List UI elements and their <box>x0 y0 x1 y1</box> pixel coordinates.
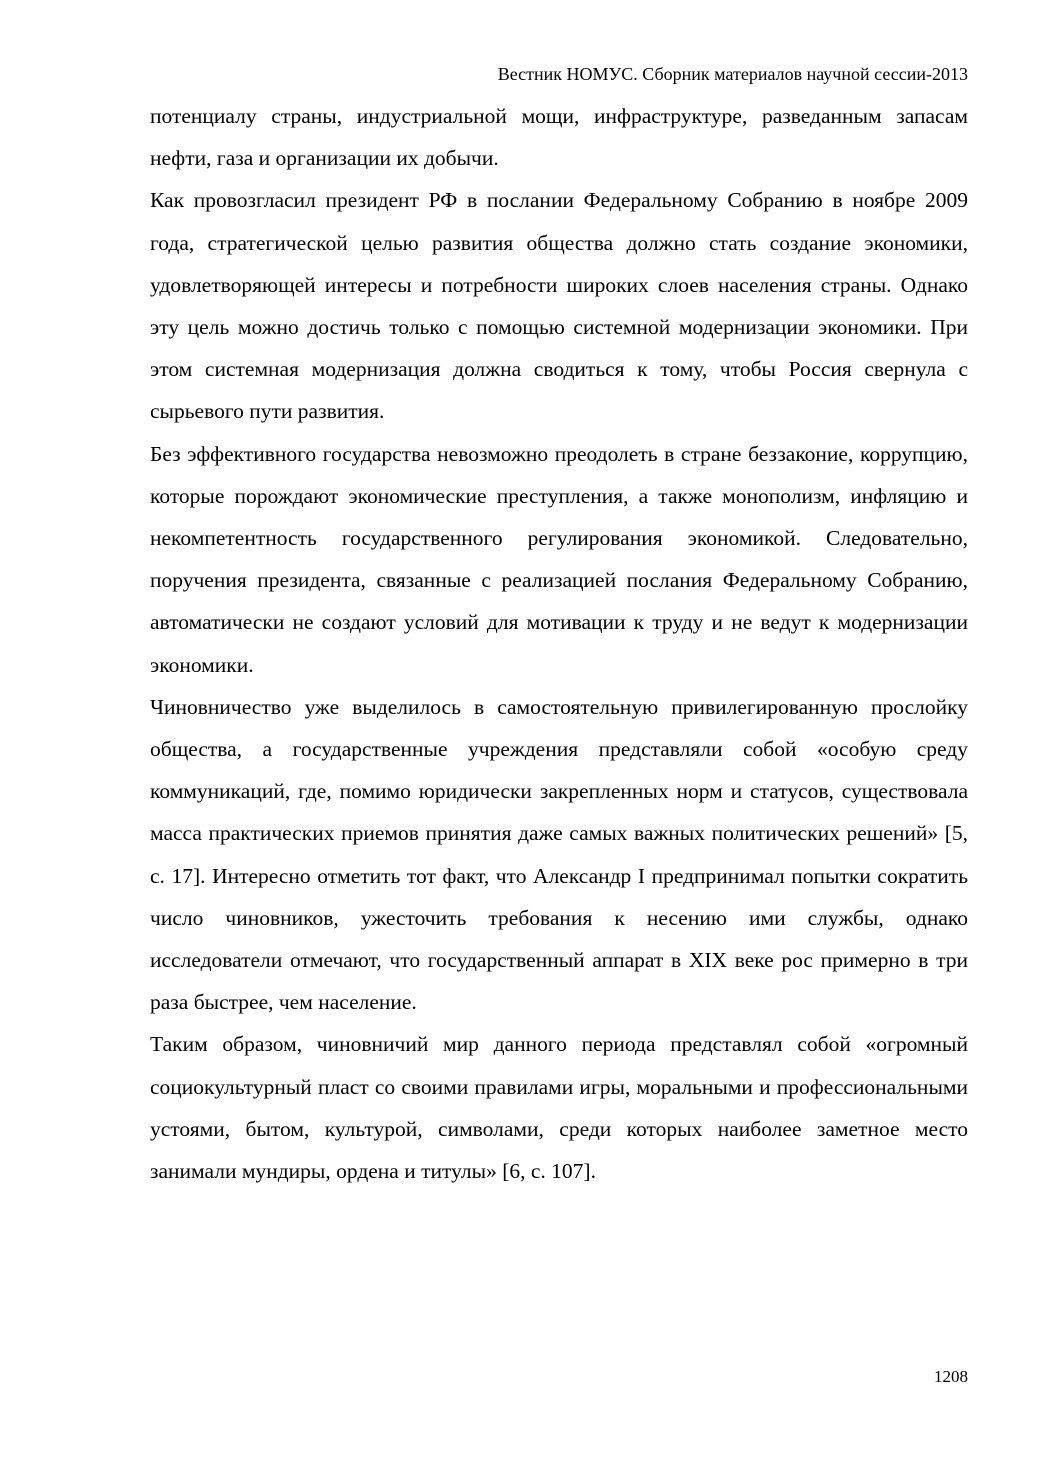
page-number: 1208 <box>934 1367 968 1386</box>
paragraph: потенциалу страны, индустриальной мощи, инфраструктуре, разведанным запасам нефти, газа и организации их добычи. <box>150 104 968 171</box>
paragraph: Таким образом, чиновничий мир данного периода представлял собой «огромный социокультурный пласт со своими правилами игры, моральными и профессиональными устоями, бытом, культурой, символами, среди которых наиболее заметное место занимали мундиры, ордена и титулы» [6, с. 107]. <box>150 1032 968 1184</box>
paragraph: Чиновничество уже выделилось в самостоятельную привилегированную прослойку общества, а государственные учреждения представляли собой «особую среду коммуникаций, где, помимо юридически закрепленных норм и статусов, существовала масса практических приемов принятия даже самых важных политических решений» [5, с. 17]. Интересно отметить тот факт, что Александр I предпринимал попытки сократить число чиновников, ужесточить требования к несению ими службы, однако исследователи отмечают, что государственный аппарат в XIX веке рос примерно в три раза быстрее, чем население. <box>150 694 968 1015</box>
running-header: Вестник НОМУС. Сборник материалов научной сессии-2013 <box>497 64 968 84</box>
paragraph: Без эффективного государства невозможно преодолеть в стране беззаконие, коррупцию, которые порождают экономические преступления, а также монополизм, инфляцию и некомпетентность государственного регулирования экономикой. Следовательно, поручения президента, связанные с реализацией послания Федеральному Собранию, автоматически не создают условий для мотивации к труду и не ведут к модернизации экономики. <box>150 441 968 677</box>
paragraph: Как провозгласил президент РФ в послании Федеральному Собранию в ноябре 2009 года, стратегической целью развития общества должно стать создание экономики, удовлетворяющей интересы и потребности широких слоев населения страны. Однако эту цель можно достичь только с помощью системной модернизации экономики. При этом системная модернизация должна сводиться к тому, чтобы Россия свернула с сырьевого пути развития. <box>150 188 968 424</box>
body-text <box>150 95 968 1192</box>
